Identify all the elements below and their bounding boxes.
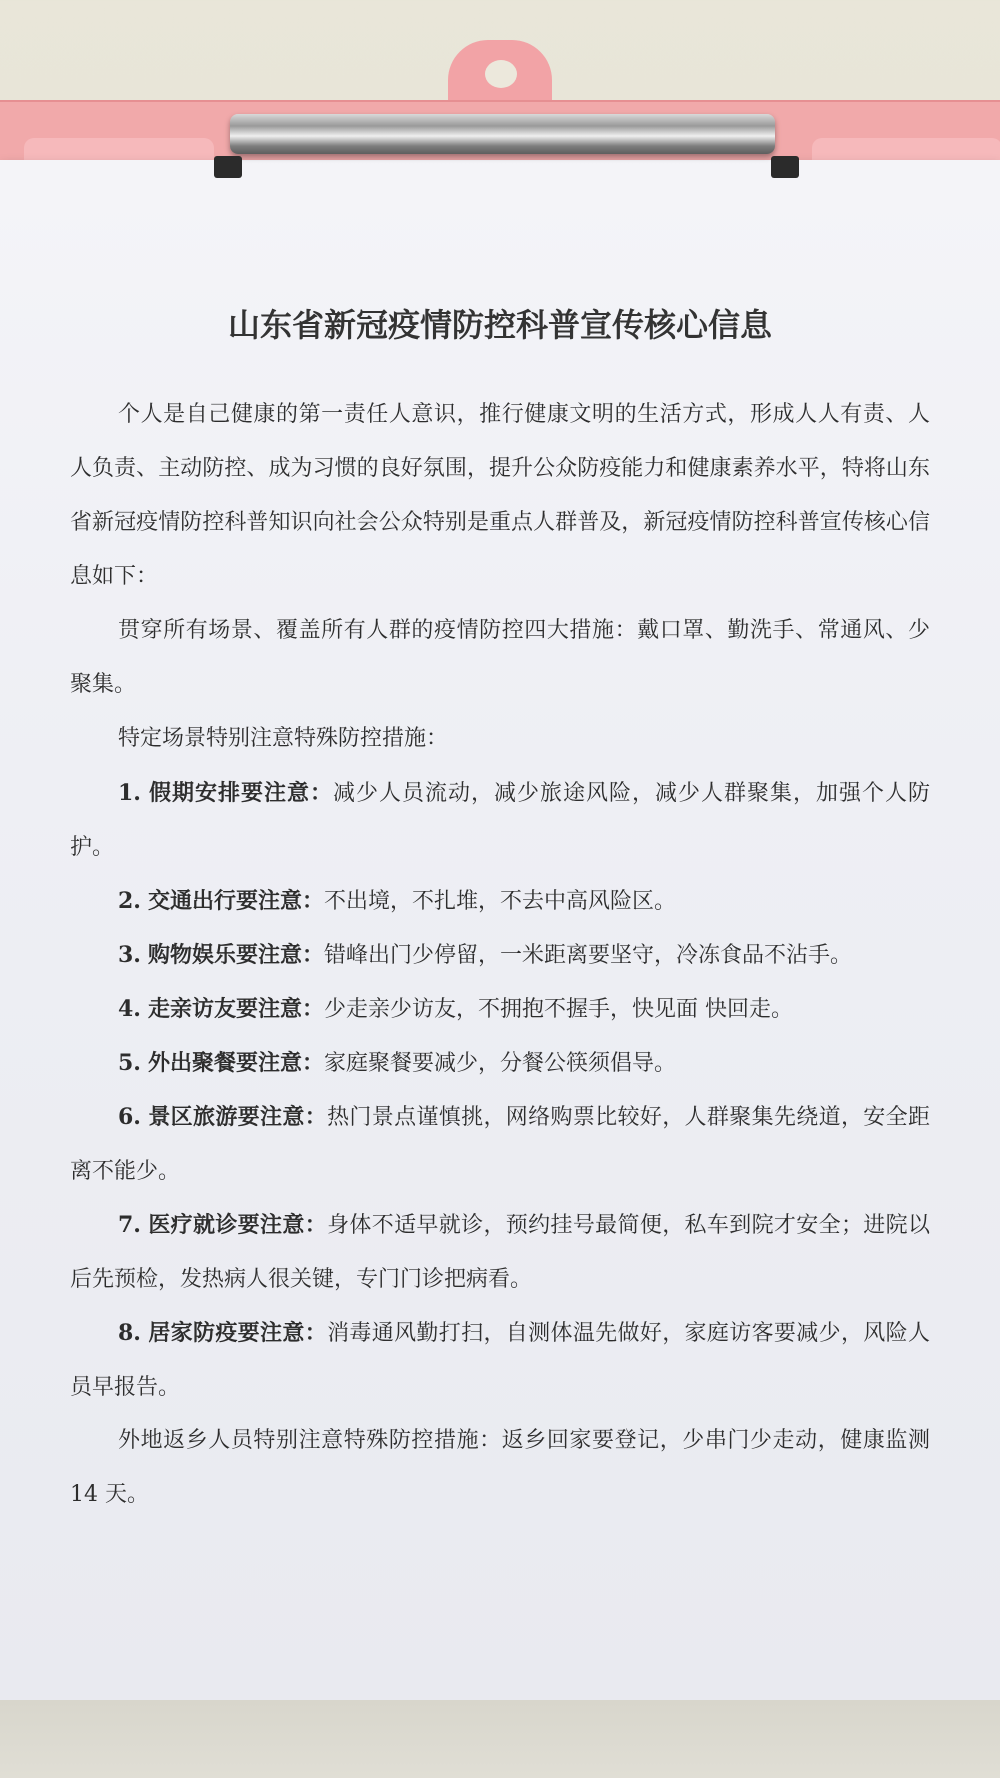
measure-heading: 假期安排要注意： — [148, 780, 333, 806]
measure-text: 错峰出门少停留，一米距离要坚守，冷冻食品不沾手。 — [323, 943, 852, 968]
measure-heading: 外出聚餐要注意： — [147, 1050, 324, 1076]
measure-item-medical — [70, 1198, 930, 1307]
document-title: 山东省新冠疫情防控科普宣传核心信息 — [227, 306, 772, 344]
measure-item-home — [70, 1306, 930, 1415]
measure-number: 5. — [118, 1050, 141, 1076]
measure-text: 少走亲少访友，不拥抱不握手，快见面 快回走。 — [323, 997, 793, 1022]
measure-number: 1. — [118, 780, 141, 806]
intro-paragraph: 个人是自己健康的第一责任人意识，推行健康文明的生活方式，形成人人有责、人人负责、主动防控、成为习惯的良好氛围，提升公众防疫能力和健康素养水平，特将山东省新冠疫情防控科普知识向社会公众特别是重点人群普及，新冠疫情防控科普宣传核心信息如下： — [70, 402, 930, 589]
returnees-paragraph: 外地返乡人员特别注意特殊防控措施：返乡回家要登记，少串门少走动，健康监测 14 天。 — [70, 1428, 930, 1507]
measure-number: 8. — [118, 1320, 141, 1346]
surface-below-paper — [0, 1700, 1000, 1778]
measure-heading: 景区旅游要注意： — [148, 1104, 328, 1130]
measure-item-holiday — [70, 766, 930, 875]
measure-number: 2. — [118, 888, 141, 914]
clip-hinge-right — [771, 156, 799, 178]
measure-item-visiting — [70, 982, 930, 1037]
measure-number: 4. — [118, 996, 141, 1022]
clipboard-hanger-hole — [485, 60, 517, 88]
clipboard-clip — [230, 114, 775, 154]
measure-heading: 走亲访友要注意： — [147, 996, 324, 1022]
four-measures-paragraph: 贯穿所有场景、覆盖所有人群的疫情防控四大措施：戴口罩、勤洗手、常通风、少聚集。 — [70, 618, 930, 697]
measure-text: 不出境，不扎堆，不去中高风险区。 — [323, 889, 676, 914]
measure-item-shopping — [70, 928, 930, 983]
measure-item-travel — [70, 874, 930, 929]
measure-number: 7. — [118, 1212, 141, 1238]
measure-number: 3. — [118, 942, 141, 968]
measure-number: 6. — [118, 1104, 141, 1130]
clipboard-edge-left — [24, 138, 214, 160]
measure-text: 家庭聚餐要减少，分餐公筷须倡导。 — [323, 1051, 676, 1076]
special-measures-heading: 特定场景特别注意特殊防控措施： — [118, 726, 449, 751]
measure-item-dining — [70, 1036, 930, 1091]
measure-heading: 交通出行要注意： — [147, 888, 324, 914]
measure-heading: 居家防疫要注意： — [148, 1320, 328, 1346]
clipboard-edge-right — [812, 138, 1000, 160]
measure-text: 身体不适早就诊，预约挂号最简便，私车到院才安全；进院以后先预检，发热病人很关键，专门门诊把病看。 — [70, 1213, 930, 1292]
measure-text: 消毒通风勤打扫，自测体温先做好，家庭访客要减少，风险人员早报告。 — [70, 1321, 930, 1400]
measure-heading: 购物娱乐要注意： — [147, 942, 324, 968]
measure-text: 减少人员流动，减少旅途风险，减少人群聚集，加强个人防护。 — [70, 781, 930, 860]
measure-item-tourism — [70, 1090, 930, 1199]
paper-sheet — [0, 160, 1000, 1700]
measure-text: 热门景点谨慎挑，网络购票比较好，人群聚集先绕道，安全距离不能少。 — [70, 1105, 930, 1184]
clip-hinge-left — [214, 156, 242, 178]
measure-heading: 医疗就诊要注意： — [148, 1212, 328, 1238]
